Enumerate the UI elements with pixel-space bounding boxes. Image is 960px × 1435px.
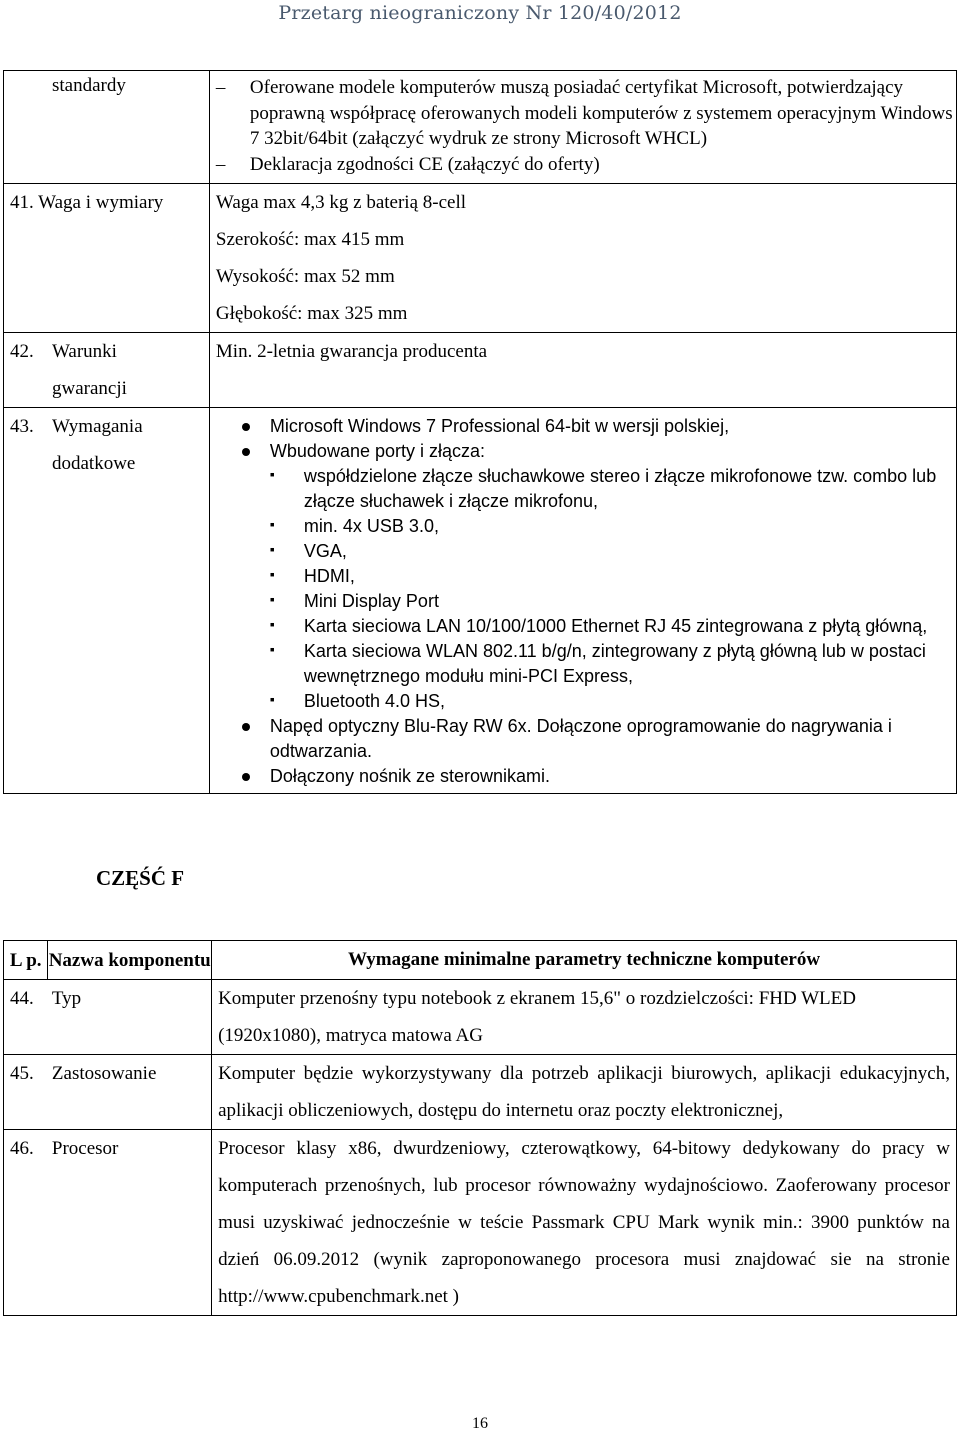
row-number: 44. xyxy=(4,980,48,1055)
list-item: Microsoft Windows 7 Professional 64-bit w wersji polskiej, xyxy=(230,414,956,439)
sub-list-item: ▪ min. 4x USB 3.0, xyxy=(269,516,439,536)
row-value-cell xyxy=(209,71,956,184)
page-number: 16 xyxy=(472,1415,488,1432)
sub-list-item: ▪ HDMI, xyxy=(269,566,355,586)
list-item: – Deklaracja zgodności CE (załączyć do oferty) xyxy=(215,153,600,175)
square-bullet-icon: ▪ xyxy=(269,641,275,657)
row-value: Procesor klasy x86, dwurdzeniowy, czterowątkowy, 64-bitowy dedykowany do pracy w komputerach przenośnych, lub procesor równoważny wydajnościowo. Zaoferowany procesor musi uzyskiwać jednocześnie w teście Passmark CPU Mark wynik min.: 3900 punktów na dzień 06.09.2012 (wynik zaproponowanego procesora musi znajdować sie na stronie http://www.cpubenchmark.net ) xyxy=(212,1130,957,1316)
table-row xyxy=(4,980,957,1055)
row-value-cell xyxy=(209,408,956,794)
row-name: Procesor xyxy=(48,1130,212,1316)
row-name-cell xyxy=(4,408,210,794)
sub-list-item: ▪ Bluetooth 4.0 HS, xyxy=(269,691,445,711)
row-value-cell xyxy=(209,184,956,333)
row-name: Zastosowanie xyxy=(48,1055,212,1130)
list-item: – Oferowane modele komputerów muszą posiadać certyfikat Microsoft, potwierdzający poprawną współpracę oferowanych modeli komputerów z systemem operacyjnym Windows 7 32bit/64bit (załączyć wydruk ze strony Microsoft WHCL) xyxy=(215,77,953,149)
column-header-lp: L p. xyxy=(4,941,48,980)
row-value: Komputer będzie wykorzystywany dla potrzeb aplikacji biurowych, aplikacji edukacyjnych, aplikacji obliczeniowych, dostępu do internetu oraz poczty elektronicznej, xyxy=(212,1055,957,1130)
square-bullet-icon: ▪ xyxy=(269,691,275,707)
value-line: Wysokość: max 52 mm xyxy=(215,266,395,287)
sub-list xyxy=(270,464,956,714)
spec-table-part-e xyxy=(3,70,957,794)
row-number: 46. xyxy=(4,1130,48,1316)
bullet-icon xyxy=(242,423,250,431)
row-name: standardy xyxy=(52,75,126,96)
dash-list xyxy=(216,75,956,177)
row-name-cell xyxy=(4,184,210,333)
table-row xyxy=(4,1055,957,1130)
row-name-cell xyxy=(4,333,210,408)
row-value: Komputer przenośny typu notebook z ekranem 15,6" o rozdzielczości: FHD WLED (1920x1080), matryca matowa AG xyxy=(212,980,957,1055)
row-number: 45. xyxy=(4,1055,48,1130)
sub-list-item: ▪ VGA, xyxy=(269,541,347,561)
row-value-cell xyxy=(209,333,956,408)
value-line: Głębokość: max 325 mm xyxy=(215,303,408,324)
row-number: 42. xyxy=(10,341,34,362)
row-name: Typ xyxy=(48,980,212,1055)
spec-table-part-f xyxy=(3,940,957,1316)
section-heading: CZĘŚĆ F xyxy=(96,866,185,890)
sub-list-item: ▪ współdzielone złącze słuchawkowe stereo i złącze mikrofonowe tzw. combo lub złącze słuchawek i złącze mikrofonu, xyxy=(269,466,937,511)
sub-list-item: ▪ Karta sieciowa LAN 10/100/1000 Ethernet RJ 45 zintegrowana z płytą główną, xyxy=(269,616,928,636)
value-line: Waga max 4,3 kg z baterią 8-cell xyxy=(215,192,467,213)
table-row xyxy=(4,71,957,184)
row-number: 41. xyxy=(10,192,34,213)
sub-list-item: ▪ Mini Display Port xyxy=(269,591,439,611)
square-bullet-icon: ▪ xyxy=(269,616,275,632)
column-header-params: Wymagane minimalne parametry techniczne komputerów xyxy=(212,941,957,980)
row-number: 43. xyxy=(10,416,34,437)
list-item: Dołączony nośnik ze sterownikami. xyxy=(230,764,956,789)
value-line: Min. 2-letnia gwarancja producenta xyxy=(215,341,488,362)
table-row xyxy=(4,333,957,408)
list-item: Napęd optyczny Blu-Ray RW 6x. Dołączone oprogramowanie do nagrywania i odtwarzania. xyxy=(230,714,956,764)
row-name-cell xyxy=(4,71,210,184)
square-bullet-icon: ▪ xyxy=(269,541,275,557)
table-header-row xyxy=(4,941,957,980)
table-row xyxy=(4,1130,957,1316)
list-item: Wbudowane porty i złącza: ▪ współdzielone złącze słuchawkowe stereo i złącze mikrofonowe tzw. combo lub złącze słuchawek i złącze mikrofonu, ▪ min. 4x USB 3.0, ▪ VGA, ▪ HDMI, ▪ Mini Display Port ▪ Karta sieciowa LAN 10/100/1000 Ethernet RJ 45 zintegrowana z płytą główną, ▪ Karta sieciowa WLAN 802.11 b/g/n, zintegrowany z płytą główną lub w postaci wewnętrznego modułu mini-PCI Express, ▪ Bluetooth 4.0 HS, xyxy=(230,439,956,714)
bullet-list xyxy=(230,414,956,789)
sub-list-item: ▪ Karta sieciowa WLAN 802.11 b/g/n, zintegrowany z płytą główną lub w postaci wewnętrznego modułu mini-PCI Express, xyxy=(269,641,926,686)
row-name: Wymagania dodatkowe xyxy=(52,416,143,474)
bullet-icon xyxy=(242,773,250,781)
square-bullet-icon: ▪ xyxy=(269,516,275,532)
square-bullet-icon: ▪ xyxy=(269,591,275,607)
bullet-icon xyxy=(242,448,250,456)
table-row xyxy=(4,408,957,794)
square-bullet-icon: ▪ xyxy=(269,566,275,582)
column-header-name: Nazwa komponentu xyxy=(48,941,212,980)
row-name: Warunki gwarancji xyxy=(52,341,127,399)
document-header: Przetarg nieograniczony Nr 120/40/2012 xyxy=(278,2,682,24)
table-row xyxy=(4,184,957,333)
square-bullet-icon: ▪ xyxy=(269,466,275,482)
bullet-icon xyxy=(242,723,250,731)
row-name: Waga i wymiary xyxy=(38,192,164,213)
value-line: Szerokość: max 415 mm xyxy=(215,229,405,250)
